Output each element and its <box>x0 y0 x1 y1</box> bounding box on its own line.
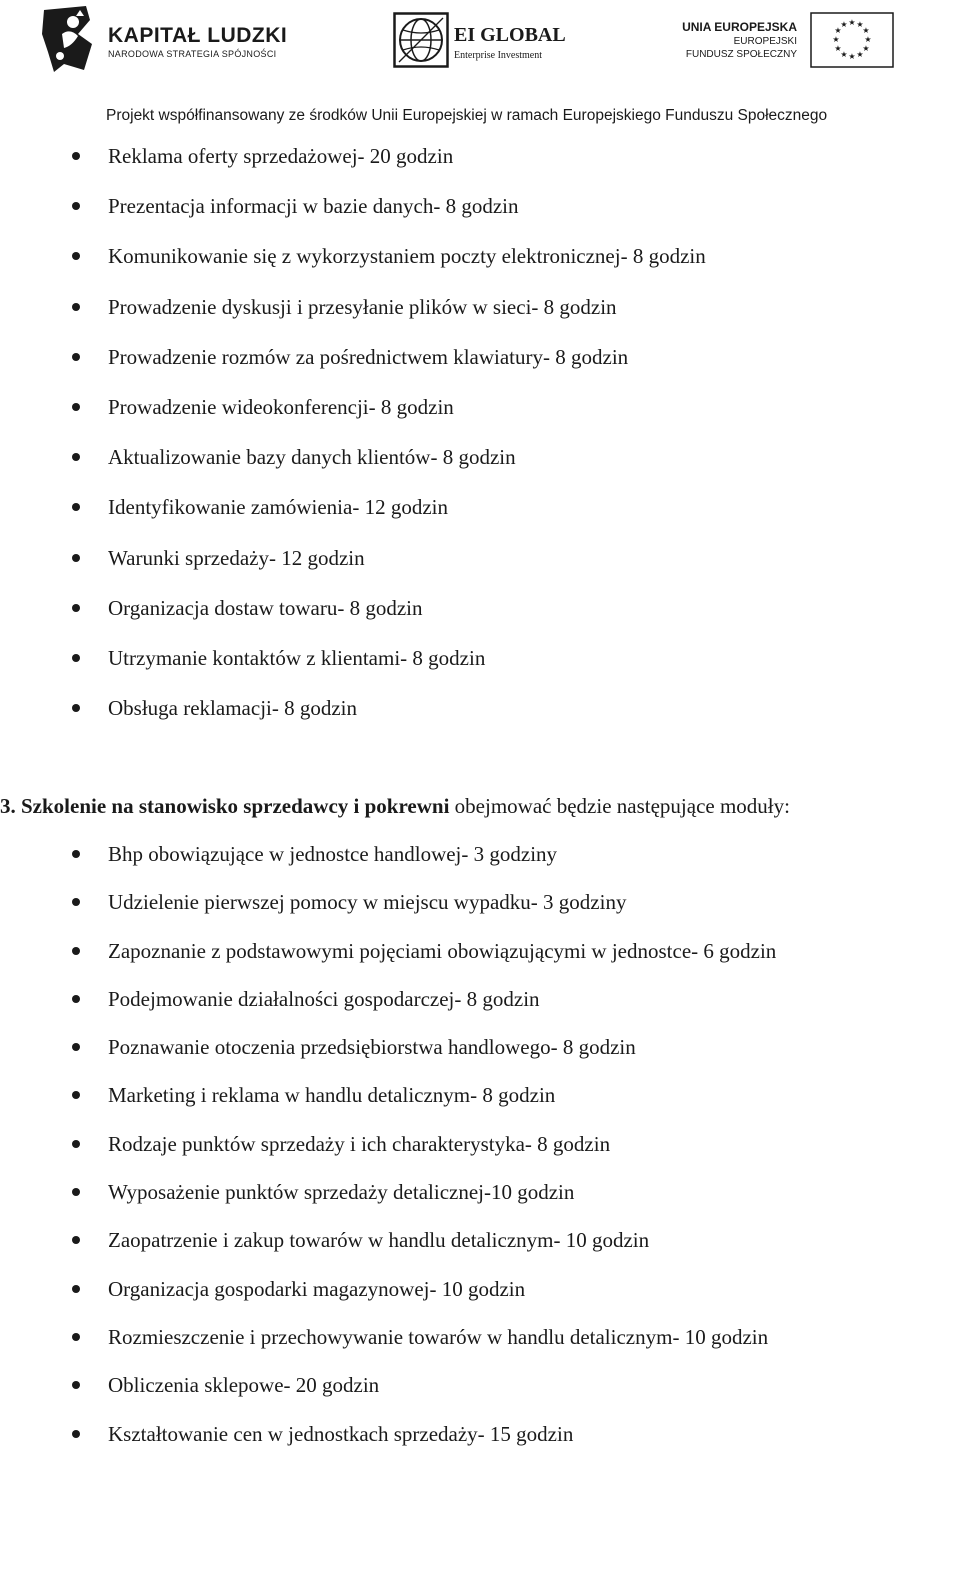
bullet-icon <box>72 503 80 511</box>
eu-fund-line-1: EUROPEJSKI <box>733 36 797 47</box>
bullet-icon <box>72 453 80 461</box>
list-item-text: Prezentacja informacji w bazie danych- 8 godzin <box>108 194 519 219</box>
eu-title: UNIA EUROPEJSKA <box>682 20 797 34</box>
list-item <box>0 594 706 622</box>
svg-text:★: ★ <box>848 52 856 61</box>
list-item <box>0 888 776 916</box>
svg-text:★: ★ <box>840 20 848 29</box>
bullet-icon <box>72 252 80 260</box>
list-item-text: Utrzymanie kontaktów z klientami- 8 godzin <box>108 645 486 670</box>
bullet-icon <box>72 1381 80 1389</box>
list-item-text: Rozmieszczenie i przechowywanie towarów w handlu detalicznym- 10 godzin <box>108 1324 769 1349</box>
cofinancing-statement: Projekt współfinansowany ze środków Unii Europejskiej w ramach Europejskiego Funduszu Społecznego <box>106 107 828 124</box>
bullet-icon <box>72 1285 80 1293</box>
list-item-text: Podejmowanie działalności gospodarczej- 8 godzin <box>108 986 540 1011</box>
list-item <box>0 985 776 1013</box>
list-item-text: Komunikowanie się z wykorzystaniem poczty elektronicznej- 8 godzin <box>108 244 706 269</box>
svg-text:★: ★ <box>862 44 870 53</box>
ei-global-subtitle: Enterprise Investment <box>454 50 543 61</box>
list-item <box>0 443 706 471</box>
list-item <box>0 1275 776 1303</box>
svg-text:★: ★ <box>856 20 864 29</box>
list-item-text: Obsługa reklamacji- 8 godzin <box>108 696 358 721</box>
list-item <box>0 493 706 521</box>
ei-global-logo <box>393 12 573 72</box>
list-item <box>0 1420 776 1448</box>
bullet-icon <box>72 1140 80 1148</box>
list-item-text: Obliczenia sklepowe- 20 godzin <box>108 1373 380 1398</box>
bullet-icon <box>72 1333 80 1341</box>
eu-flag-icon <box>810 12 894 68</box>
list-item-text: Organizacja gospodarki magazynowej- 10 godzin <box>108 1276 526 1301</box>
svg-text:★: ★ <box>856 50 864 59</box>
bullet-icon <box>72 1043 80 1051</box>
list-item <box>0 1178 776 1206</box>
section-3-heading <box>0 792 790 820</box>
list-item <box>0 242 706 270</box>
section-3-heading-rest: obejmować będzie następujące moduły: <box>449 794 790 818</box>
list-item <box>0 1323 776 1351</box>
module-list-2 <box>0 840 776 1468</box>
globe-icon <box>393 12 449 68</box>
ei-global-title: EI GLOBAL <box>454 24 566 46</box>
list-item <box>0 1130 776 1158</box>
bullet-icon <box>72 353 80 361</box>
list-item <box>0 694 706 722</box>
svg-text:★: ★ <box>862 26 870 35</box>
list-item-text: Zaopatrzenie i zakup towarów w handlu detalicznym- 10 godzin <box>108 1228 650 1253</box>
list-item <box>0 1033 776 1061</box>
svg-text:★: ★ <box>864 35 872 44</box>
european-union-logo <box>670 12 905 72</box>
list-item-text: Poznawanie otoczenia przedsiębiorstwa handlowego- 8 godzin <box>108 1035 636 1060</box>
list-item <box>0 142 706 170</box>
kapital-ludzki-logo <box>40 4 288 74</box>
list-item <box>0 1081 776 1109</box>
list-item <box>0 192 706 220</box>
bullet-icon <box>72 654 80 662</box>
list-item <box>0 937 776 965</box>
bullet-icon <box>72 152 80 160</box>
section-3-heading-bold: 3. Szkolenie na stanowisko sprzedawcy i pokrewni <box>0 794 450 818</box>
list-item <box>0 1226 776 1254</box>
kapital-ludzki-title: KAPITAŁ LUDZKI <box>108 24 288 47</box>
list-item-text: Udzielenie pierwszej pomocy w miejscu wypadku- 3 godziny <box>108 890 627 915</box>
eu-fund-line-2: FUNDUSZ SPOŁECZNY <box>685 49 797 60</box>
list-item-text: Rodzaje punktów sprzedaży i ich charakterystyka- 8 godzin <box>108 1131 611 1156</box>
bullet-icon <box>72 995 80 1003</box>
list-item <box>0 393 706 421</box>
bullet-icon <box>72 303 80 311</box>
list-item <box>0 644 706 672</box>
bullet-icon <box>72 947 80 955</box>
bullet-icon <box>72 1236 80 1244</box>
bullet-icon <box>72 704 80 712</box>
list-item <box>0 840 776 868</box>
bullet-icon <box>72 403 80 411</box>
svg-text:★: ★ <box>834 44 842 53</box>
bullet-icon <box>72 1091 80 1099</box>
list-item-text: Marketing i reklama w handlu detalicznym- 8 godzin <box>108 1083 556 1108</box>
svg-text:★: ★ <box>840 50 848 59</box>
list-item-text: Prowadzenie wideokonferencji- 8 godzin <box>108 394 454 419</box>
list-item-text: Prowadzenie rozmów za pośrednictwem klawiatury- 8 godzin <box>108 344 629 369</box>
svg-text:★: ★ <box>848 18 856 27</box>
bullet-icon <box>72 898 80 906</box>
list-item <box>0 343 706 371</box>
list-item-text: Warunki sprzedaży- 12 godzin <box>108 545 365 570</box>
list-item-text: Bhp obowiązujące w jednostce handlowej- 3 godziny <box>108 842 558 866</box>
list-item <box>0 293 706 321</box>
list-item-text: Reklama oferty sprzedażowej- 20 godzin <box>108 144 454 168</box>
svg-text:★: ★ <box>832 35 840 44</box>
kapital-ludzki-subtitle: NARODOWA STRATEGIA SPÓJNOŚCI <box>108 49 277 59</box>
bullet-icon <box>72 554 80 562</box>
kapital-ludzki-emblem-icon <box>40 4 108 74</box>
bullet-icon <box>72 1430 80 1438</box>
list-item-text: Zapoznanie z podstawowymi pojęciami obowiązującymi w jednostce- 6 godzin <box>108 938 777 963</box>
bullet-icon <box>72 850 80 858</box>
bullet-icon <box>72 202 80 210</box>
svg-text:★: ★ <box>834 26 842 35</box>
page-header <box>0 0 960 130</box>
bullet-icon <box>72 604 80 612</box>
module-list-1 <box>0 142 706 744</box>
list-item-text: Organizacja dostaw towaru- 8 godzin <box>108 595 423 620</box>
list-item <box>0 1371 776 1399</box>
list-item-text: Aktualizowanie bazy danych klientów- 8 godzin <box>108 445 516 470</box>
bullet-icon <box>72 1188 80 1196</box>
list-item <box>0 544 706 572</box>
list-item-text: Prowadzenie dyskusji i przesyłanie plików w sieci- 8 godzin <box>108 294 617 319</box>
list-item-text: Identyfikowanie zamówienia- 12 godzin <box>108 495 448 520</box>
list-item-text: Wyposażenie punktów sprzedaży detalicznej-10 godzin <box>108 1180 575 1205</box>
list-item-text: Kształtowanie cen w jednostkach sprzedaży- 15 godzin <box>108 1421 574 1446</box>
